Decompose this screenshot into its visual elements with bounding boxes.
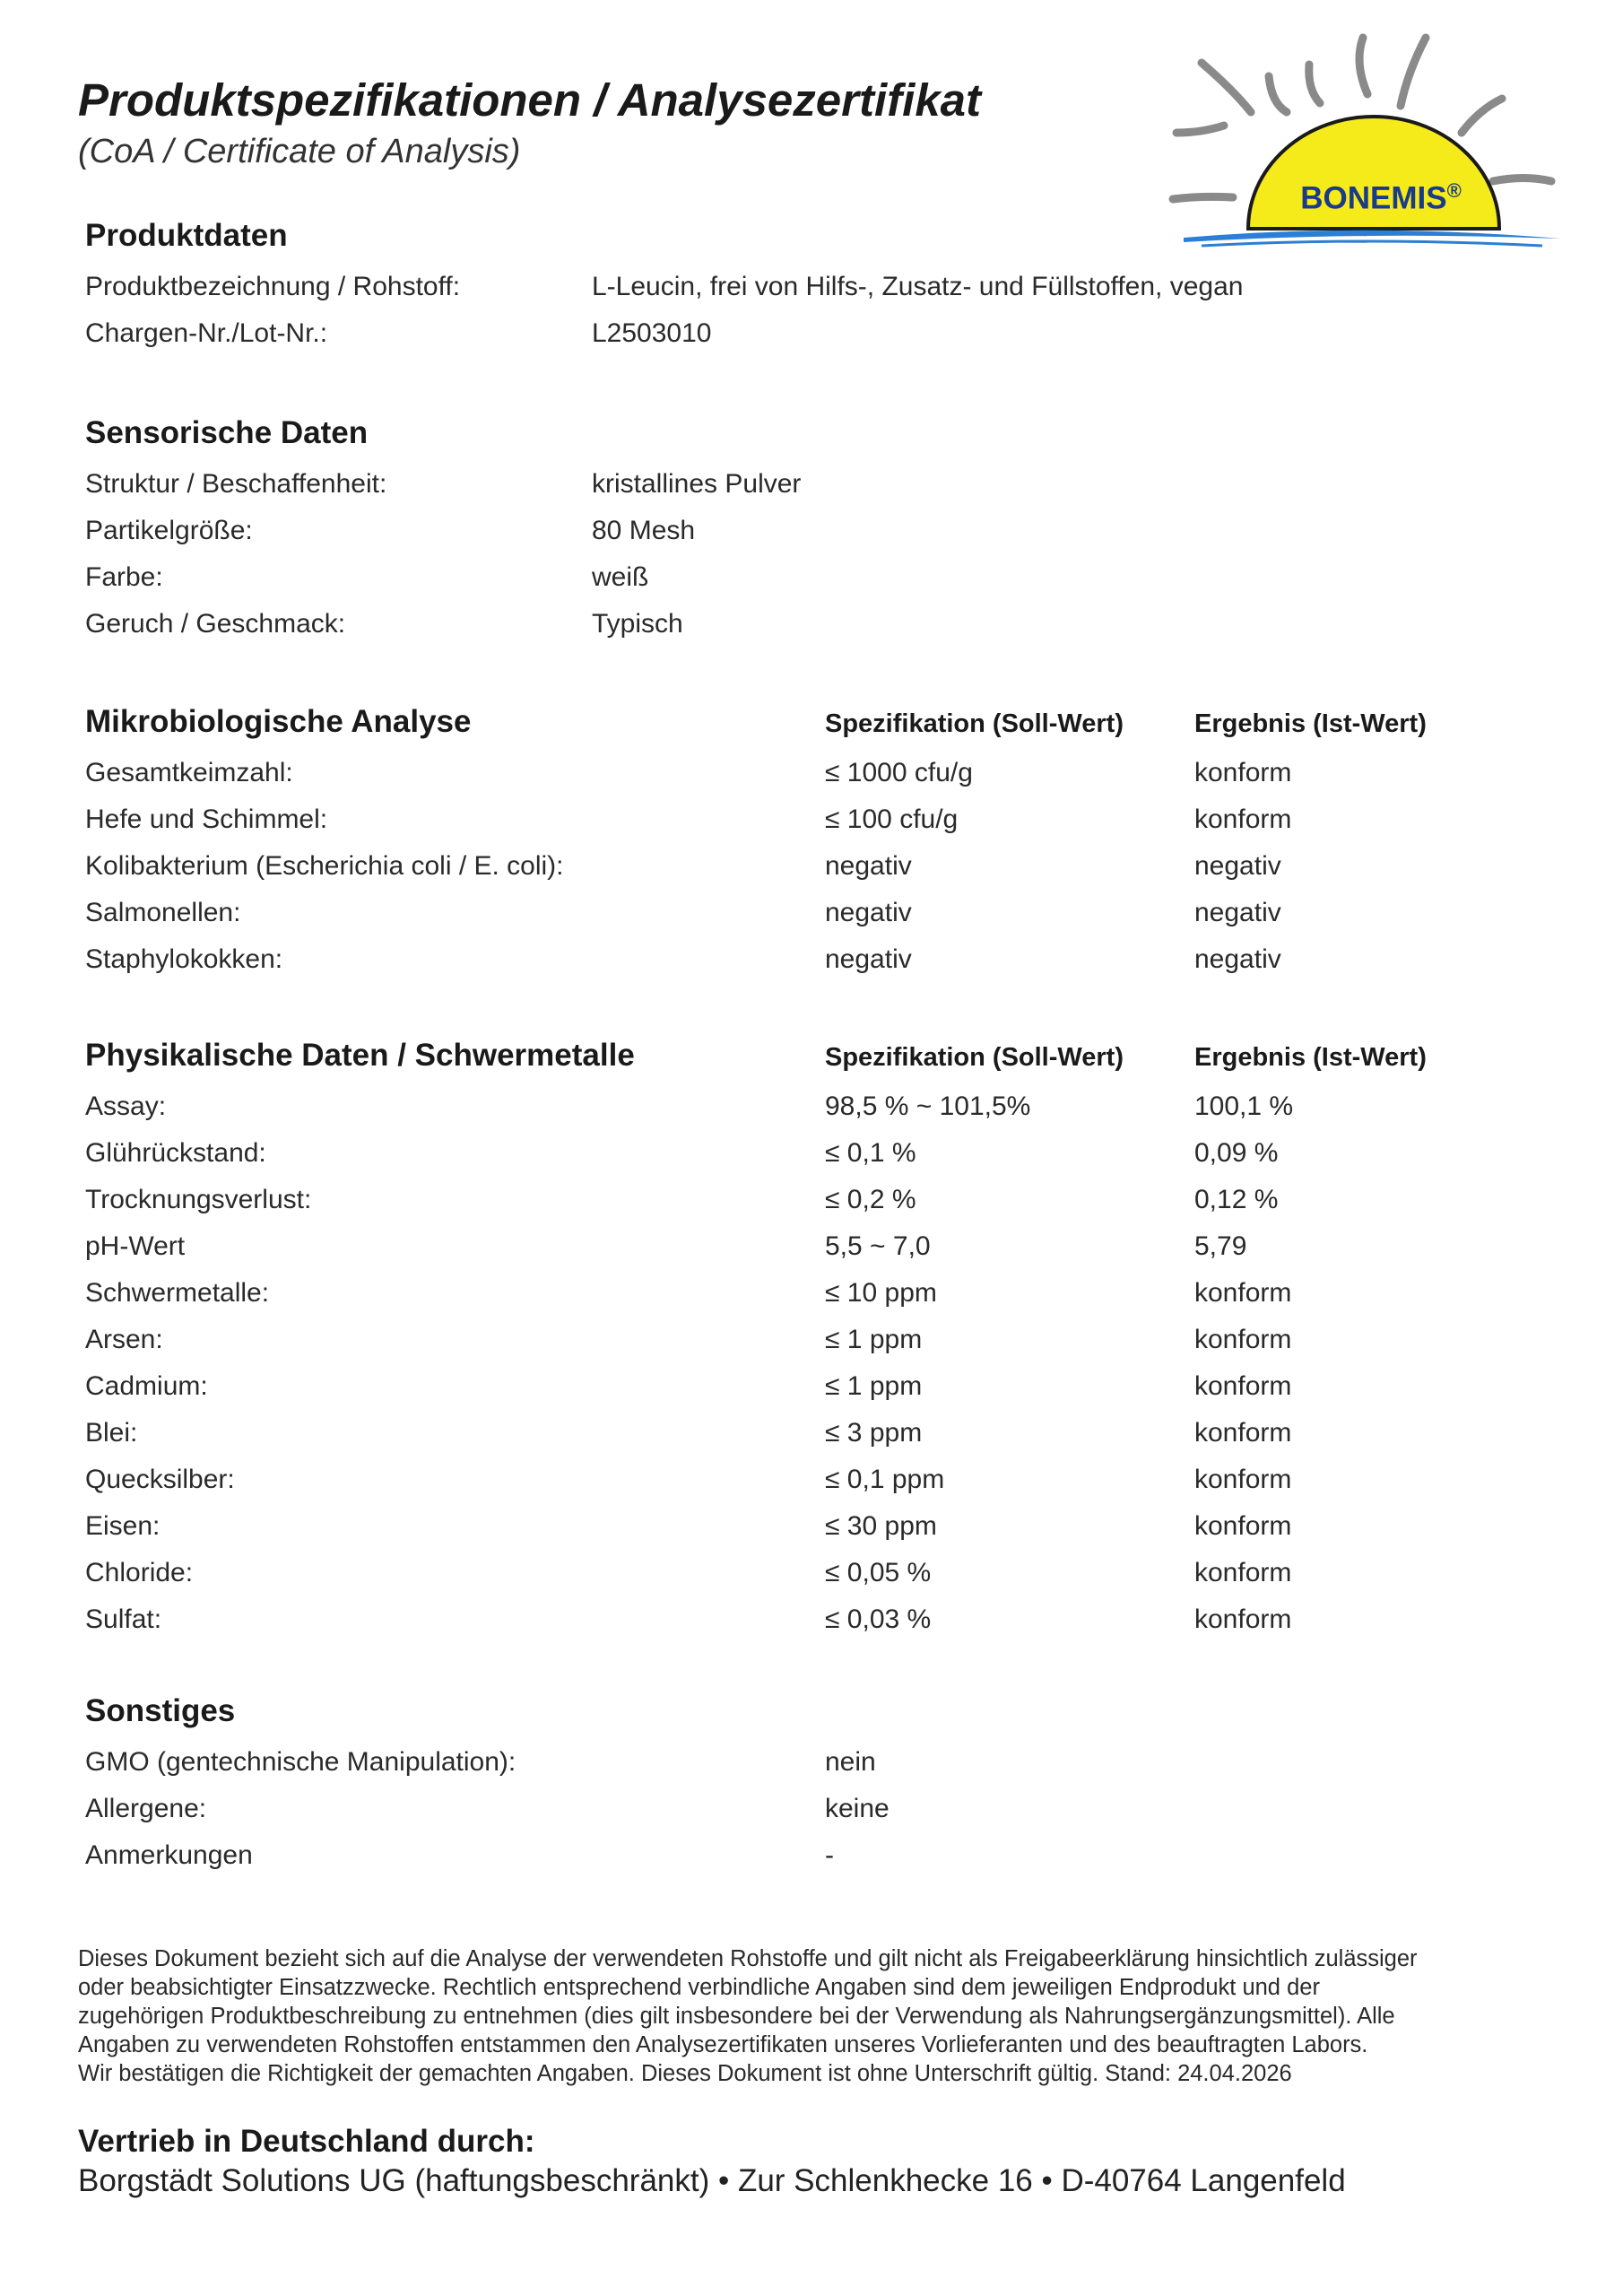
sun-ray-icon xyxy=(1359,38,1367,94)
row-spec: ≤ 0,1 ppm xyxy=(825,1465,945,1494)
result-column-header: Ergebnis (Ist-Wert) xyxy=(1194,1043,1427,1072)
table-row xyxy=(85,1185,1565,1231)
row-label: Quecksilber: xyxy=(85,1465,235,1494)
row-label: Chloride: xyxy=(85,1558,194,1587)
section-sensorik xyxy=(85,415,1565,656)
section-title: Physikalische Daten / Schwermetalle xyxy=(85,1038,635,1073)
table-row xyxy=(85,1511,1565,1558)
row-label: Allergene: xyxy=(85,1794,207,1823)
row-result: konform xyxy=(1194,1418,1292,1448)
row-spec: ≤ 0,05 % xyxy=(825,1558,932,1587)
row-spec: 5,5 ~ 7,0 xyxy=(825,1231,931,1261)
row-result: 100,1 % xyxy=(1194,1091,1294,1121)
row-label: Geruch / Geschmack: xyxy=(85,609,346,639)
row-label: Eisen: xyxy=(85,1511,161,1541)
table-row xyxy=(85,898,1565,944)
disclaimer-line: Dieses Dokument bezieht sich auf die Analyse der verwendeten Rohstoffe und gilt nicht als Freigabeerklärung hinsichtlich zulässiger xyxy=(78,1946,1418,1971)
section-physikalisch xyxy=(85,1038,1565,1651)
row-result: negativ xyxy=(1194,851,1281,881)
sun-ray-icon xyxy=(1309,65,1320,103)
table-row xyxy=(85,944,1565,991)
table-row xyxy=(85,758,1565,804)
document-title: Produktspezifikationen / Analysezertifikat xyxy=(78,74,982,126)
distribution-address: Borgstädt Solutions UG (haftungsbeschränkt) • Zur Schlenkhecke 16 • D-40764 Langenfeld xyxy=(78,2163,1346,2198)
table-row xyxy=(85,1091,1565,1138)
row-value: kristallines Pulver xyxy=(592,469,802,499)
section-title: Produktdaten xyxy=(85,218,288,253)
row-label: Farbe: xyxy=(85,562,163,592)
row-result: negativ xyxy=(1194,944,1281,974)
row-label: Arsen: xyxy=(85,1325,163,1354)
row-spec: ≤ 0,1 % xyxy=(825,1138,916,1168)
section-mikrobiologie xyxy=(85,704,1565,991)
row-label: Gesamtkeimzahl: xyxy=(85,758,293,787)
table-row xyxy=(85,1418,1565,1465)
row-spec: ≤ 1 ppm xyxy=(825,1371,923,1401)
sun-ray-icon xyxy=(1493,178,1551,182)
row-label: Glührückstand: xyxy=(85,1138,266,1168)
table-row xyxy=(85,1278,1565,1325)
table-row xyxy=(85,804,1565,851)
spec-column-header: Spezifikation (Soll-Wert) xyxy=(825,709,1124,738)
row-label: Hefe und Schimmel: xyxy=(85,804,328,834)
data-row xyxy=(85,469,1565,516)
section-produktdaten xyxy=(85,218,1565,365)
row-spec: negativ xyxy=(825,944,912,974)
row-result: konform xyxy=(1194,1278,1292,1308)
row-label: Salmonellen: xyxy=(85,898,241,927)
data-row xyxy=(85,516,1565,562)
row-value: L-Leucin, frei von Hilfs-, Zusatz- und Füllstoffen, vegan xyxy=(592,272,1244,301)
row-value: Typisch xyxy=(592,609,683,639)
table-row xyxy=(85,1558,1565,1605)
table-row xyxy=(85,1371,1565,1418)
row-result: konform xyxy=(1194,1325,1292,1354)
row-result: 0,09 % xyxy=(1194,1138,1279,1168)
row-result: negativ xyxy=(1194,898,1281,927)
disclaimer-line: oder beabsichtigter Einsatzzwecke. Rechtlich entsprechend verbindliche Angaben sind dem jeweiligen Endprodukt und der xyxy=(78,1975,1320,2000)
row-label: Kolibakterium (Escherichia coli / E. coli): xyxy=(85,851,564,881)
data-row xyxy=(85,272,1565,318)
table-row xyxy=(85,1231,1565,1278)
row-label: Chargen-Nr./Lot-Nr.: xyxy=(85,318,328,348)
row-spec: ≤ 0,2 % xyxy=(825,1185,916,1214)
disclaimer-text xyxy=(78,1944,1558,2088)
document-subtitle: (CoA / Certificate of Analysis) xyxy=(78,133,521,170)
row-spec: ≤ 3 ppm xyxy=(825,1418,923,1448)
row-result: konform xyxy=(1194,758,1292,787)
data-row xyxy=(85,562,1565,609)
row-result: konform xyxy=(1194,1511,1292,1541)
row-spec: ≤ 100 cfu/g xyxy=(825,804,959,834)
spec-column-header: Spezifikation (Soll-Wert) xyxy=(825,1043,1124,1072)
row-value: - xyxy=(825,1840,834,1870)
sun-ray-icon xyxy=(1176,126,1224,133)
disclaimer-line: zugehörigen Produktbeschreibung zu entnehmen (dies gilt insbesondere bei der Verwendung als Nahrungsergänzungsmittel). Alle xyxy=(78,2004,1395,2029)
section-title: Sensorische Daten xyxy=(85,415,369,450)
row-label: Blei: xyxy=(85,1418,138,1448)
row-label: Produktbezeichnung / Rohstoff: xyxy=(85,272,461,301)
row-spec: ≤ 1000 cfu/g xyxy=(825,758,973,787)
table-row xyxy=(85,1605,1565,1651)
logo-wordmark: BONEMIS® xyxy=(1300,179,1462,216)
sun-ray-icon xyxy=(1462,99,1502,133)
row-result: 5,79 xyxy=(1194,1231,1247,1261)
distribution-title: Vertrieb in Deutschland durch: xyxy=(78,2124,535,2159)
data-row xyxy=(85,318,1565,365)
row-value: keine xyxy=(825,1794,890,1823)
row-label: Trocknungsverlust: xyxy=(85,1185,312,1214)
table-row xyxy=(85,1138,1565,1185)
row-spec: ≤ 0,03 % xyxy=(825,1605,932,1634)
sun-ray-icon xyxy=(1269,76,1287,112)
table-row xyxy=(85,851,1565,898)
row-label: pH-Wert xyxy=(85,1231,186,1261)
row-value: nein xyxy=(825,1747,876,1777)
row-result: konform xyxy=(1194,1558,1292,1587)
row-spec: negativ xyxy=(825,898,912,927)
section-title: Mikrobiologische Analyse xyxy=(85,704,472,739)
result-column-header: Ergebnis (Ist-Wert) xyxy=(1194,709,1427,738)
disclaimer-line: Wir bestätigen die Richtigkeit der gemachten Angaben. Dieses Dokument ist ohne Unterschrift gültig. Stand: 24.04.2026 xyxy=(78,2061,1292,2086)
row-label: Schwermetalle: xyxy=(85,1278,270,1308)
row-result: konform xyxy=(1194,804,1292,834)
table-row xyxy=(85,1325,1565,1371)
row-spec: ≤ 30 ppm xyxy=(825,1511,937,1541)
row-label: Struktur / Beschaffenheit: xyxy=(85,469,387,499)
row-value: L2503010 xyxy=(592,318,712,348)
row-spec: ≤ 1 ppm xyxy=(825,1325,923,1354)
row-spec: ≤ 10 ppm xyxy=(825,1278,937,1308)
row-result: konform xyxy=(1194,1465,1292,1494)
row-value: 80 Mesh xyxy=(592,516,696,545)
sun-ray-icon xyxy=(1173,196,1233,199)
section-title: Sonstiges xyxy=(85,1693,236,1728)
row-result: konform xyxy=(1194,1371,1292,1401)
row-label: Partikelgröße: xyxy=(85,516,253,545)
row-label: GMO (gentechnische Manipulation): xyxy=(85,1747,516,1777)
row-spec: negativ xyxy=(825,851,912,881)
row-label: Staphylokokken: xyxy=(85,944,283,974)
sun-ray-icon xyxy=(1401,38,1426,106)
sun-ray-icon xyxy=(1202,63,1251,112)
row-label: Assay: xyxy=(85,1091,167,1121)
section-sonstiges xyxy=(85,1693,1565,1887)
row-result: konform xyxy=(1194,1605,1292,1634)
table-row xyxy=(85,1465,1565,1511)
data-row xyxy=(85,1840,1565,1887)
disclaimer-line: Angaben zu verwendeten Rohstoffen entstammen den Analysezertifikaten unseres Vorlieferanten und des beauftragten Labors. xyxy=(78,2032,1368,2057)
data-row xyxy=(85,1747,1565,1794)
row-result: 0,12 % xyxy=(1194,1185,1279,1214)
row-label: Anmerkungen xyxy=(85,1840,253,1870)
row-value: weiß xyxy=(592,562,649,592)
row-spec: 98,5 % ~ 101,5% xyxy=(825,1091,1031,1121)
row-label: Sulfat: xyxy=(85,1605,162,1634)
data-row xyxy=(85,609,1565,656)
data-row xyxy=(85,1794,1565,1840)
row-label: Cadmium: xyxy=(85,1371,208,1401)
